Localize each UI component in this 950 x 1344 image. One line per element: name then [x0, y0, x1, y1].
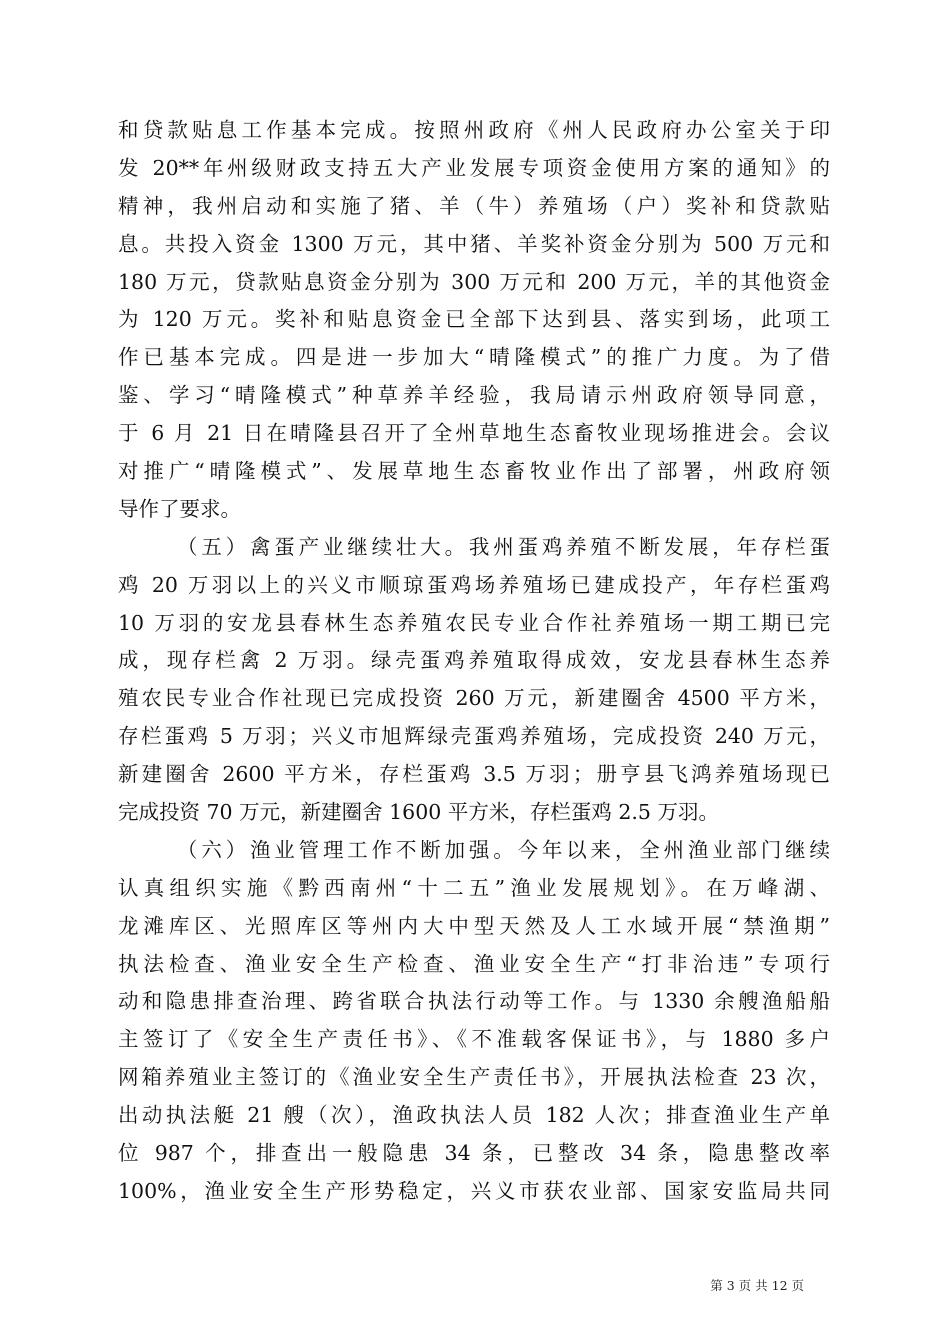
text-line: 动和隐患排查治理、跨省联合执法行动等工作。与 1330 余艘渔船船 — [118, 989, 830, 1014]
text-line: 龙滩库区、光照库区等州内大中型天然及人工水域开展“禁渔期” — [118, 913, 830, 938]
text-line: 认真组织实施《黔西南州“十二五”渔业发展规划》。在万峰湖、 — [118, 875, 830, 900]
text-line: 出动执法艇 21 艘（次），渔政执法人员 182 人次；排查渔业生产单 — [118, 1103, 830, 1128]
text-line: 新建圈舍 2600 平方米，存栏蛋鸡 3.5 万羽；册亨县飞鸿养殖场现已 — [118, 762, 830, 787]
text-line: 于 6 月 21 日在晴隆县召开了全州草地生态畜牧业现场推进会。会议 — [118, 421, 830, 446]
text-line: 执法检查、渔业安全生产检查、渔业安全生产“打非治违”专项行 — [118, 951, 830, 976]
text-line: 完成投资 70 万元，新建圈舍 1600 平方米，存栏蛋鸡 2.5 万羽。 — [118, 800, 719, 825]
text-line: 180 万元，贷款贴息资金分别为 300 万元和 200 万元，羊的其他资金 — [118, 269, 830, 294]
text-line: 作已基本完成。四是进一步加大“晴隆模式”的推广力度。为了借 — [118, 345, 830, 370]
text-line: 网箱养殖业主签订的《渔业安全生产责任书》，开展执法检查 23 次， — [118, 1065, 830, 1090]
text-line: 鸡 20 万羽以上的兴义市顺琼蛋鸡场养殖场已建成投产，年存栏蛋鸡 — [118, 572, 830, 597]
text-line: 主签订了《安全生产责任书》、《不准载客保证书》，与 1880 多户 — [118, 1027, 830, 1052]
text-line: 对推广“晴隆模式”、发展草地生态畜牧业作出了部署，州政府领 — [118, 459, 830, 484]
page-footer: 第 3 页 共 12 页 — [710, 1278, 804, 1293]
text-line: 位 987 个，排查出一般隐患 34 条，已整改 34 条，隐患整改率 — [118, 1141, 830, 1166]
text-line: 成，现存栏禽 2 万羽。绿壳蛋鸡养殖取得成效，安龙县春林生态养 — [118, 648, 830, 673]
text-line: 和贷款贴息工作基本完成。按照州政府《州人民政府办公室关于印 — [118, 118, 830, 142]
text-line: 100%，渔业安全生产形势稳定，兴义市获农业部、国家安监局共同 — [118, 1178, 830, 1203]
body-text — [118, 112, 830, 1211]
text-line: 发 20**年州级财政支持五大产业发展专项资金使用方案的通知》的 — [118, 155, 830, 180]
text-line: 为 120 万元。奖补和贴息资金已全部下达到县、落实到场，此项工 — [118, 307, 830, 332]
paragraph — [118, 832, 830, 1211]
text-line: （六）渔业管理工作不断加强。今年以来，全州渔业部门继续 — [177, 837, 830, 862]
paragraph — [118, 529, 830, 832]
paragraph — [118, 112, 830, 529]
text-line: 殖农民专业合作社现已完成投资 260 万元，新建圈舍 4500 平方米， — [118, 686, 830, 711]
text-line: 10 万羽的安龙县春林生态养殖农民专业合作社养殖场一期工期已完 — [118, 610, 830, 635]
text-line: 导作了要求。 — [118, 496, 241, 521]
text-line: 鉴、学习“晴隆模式”种草养羊经验，我局请示州政府领导同意， — [118, 383, 830, 408]
text-line: （五）禽蛋产业继续壮大。我州蛋鸡养殖不断发展，年存栏蛋 — [177, 534, 830, 559]
text-line: 息。共投入资金 1300 万元，其中猪、羊奖补资金分别为 500 万元和 — [118, 231, 830, 256]
text-line: 存栏蛋鸡 5 万羽；兴义市旭辉绿壳蛋鸡养殖场，完成投资 240 万元， — [118, 724, 830, 749]
text-line: 精神，我州启动和实施了猪、羊（牛）养殖场（户）奖补和贷款贴 — [118, 193, 830, 218]
